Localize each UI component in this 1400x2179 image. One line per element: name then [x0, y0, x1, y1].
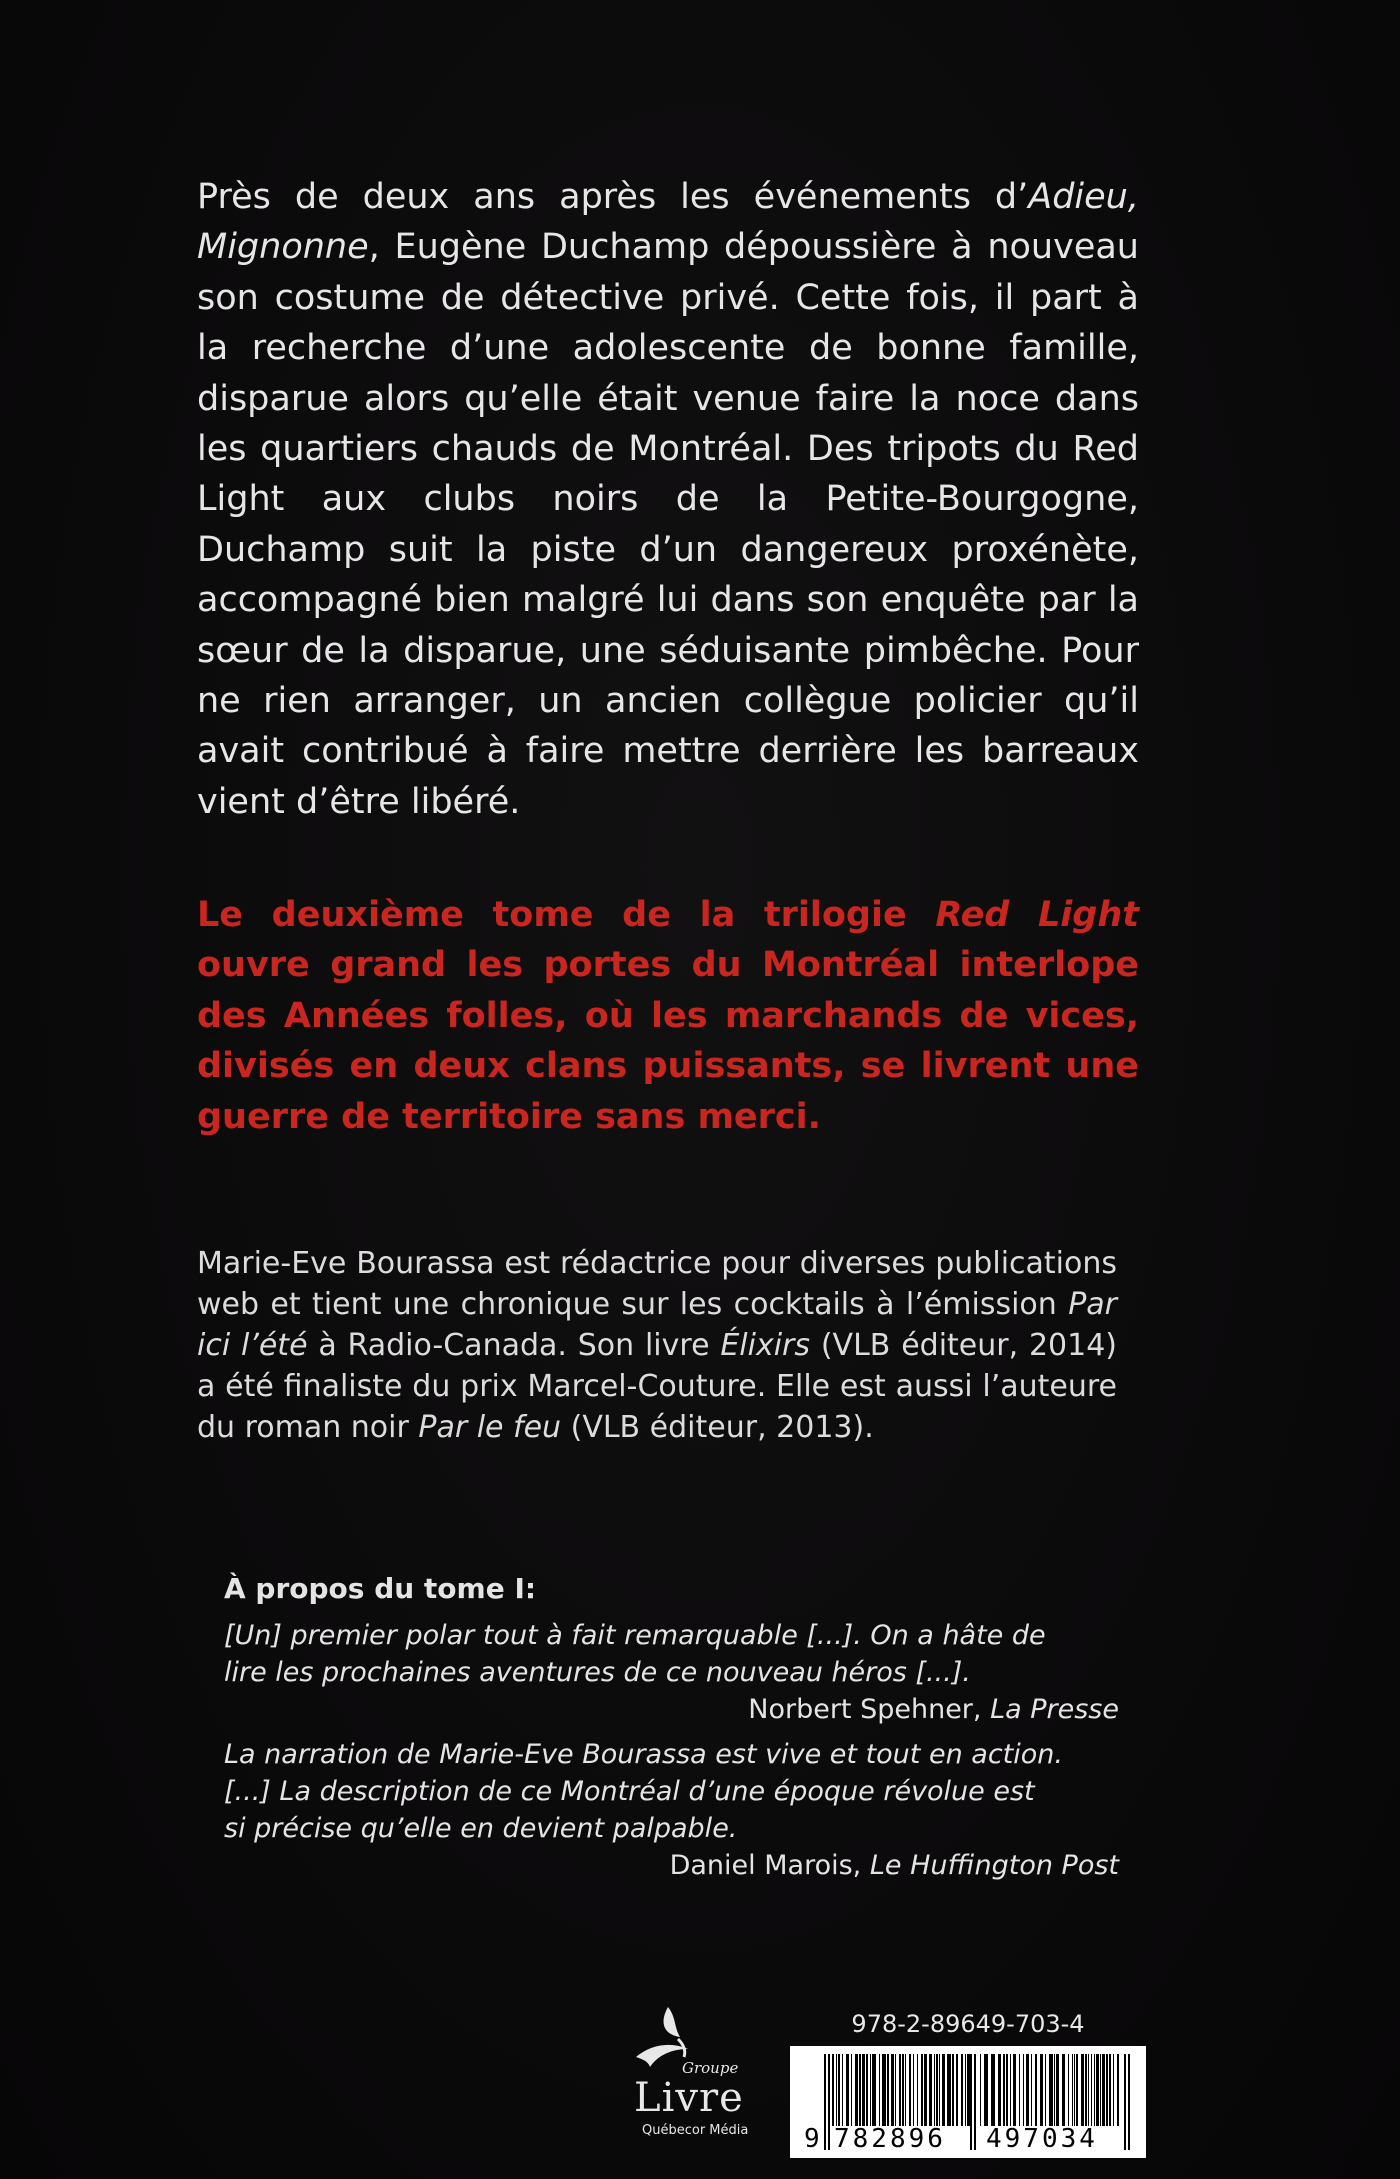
bio-text-3: (VLB éditeur, 2014) a été finaliste du prix Marcel-Couture. Elle est aussi l’auteure du roman noir	[197, 1328, 1117, 1445]
teaser-series-title: Red Light	[935, 895, 1140, 935]
barcode-bar	[891, 2054, 894, 2126]
barcode-bar	[984, 2054, 988, 2126]
barcode-bar	[947, 2054, 951, 2126]
barcode-bar	[902, 2054, 904, 2126]
review-quote-line: [...] La description de ce Montréal d’une époque révolue est	[224, 1776, 1035, 1807]
barcode-bar	[1068, 2054, 1069, 2126]
barcode-bar	[1006, 2054, 1008, 2126]
barcode-digits	[790, 2124, 1146, 2154]
barcode-bar	[855, 2054, 858, 2126]
barcode-bar	[1045, 2054, 1046, 2126]
barcode-bar	[1010, 2054, 1011, 2126]
barcode-bar	[899, 2054, 901, 2126]
barcode-bar	[836, 2054, 837, 2126]
isbn-number: 978-2-89649-703-4	[851, 2010, 1085, 2038]
barcode-bar	[846, 2054, 849, 2126]
isbn-block	[790, 2010, 1146, 2160]
barcode-bar	[1035, 2054, 1037, 2126]
barcode-bar	[870, 2054, 871, 2126]
barcode-bar	[851, 2054, 852, 2126]
review-quote-line: lire les prochaines aventures de ce nouveau héros [...].	[224, 1657, 971, 1688]
barcode-bar	[838, 2054, 840, 2126]
bio-book-par-le-feu: Par le feu	[418, 1410, 562, 1445]
barcode-bar	[1056, 2054, 1059, 2126]
barcode-bar	[1100, 2054, 1101, 2126]
barcode-bar	[936, 2054, 938, 2126]
publisher-logo	[598, 2005, 778, 2155]
barcode-bar	[952, 2054, 954, 2126]
barcode-bar	[1023, 2054, 1024, 2126]
barcode-bar	[929, 2054, 932, 2126]
barcode-bar	[1074, 2054, 1075, 2126]
barcode-bar	[1076, 2054, 1078, 2126]
barcode-digits-left: 782896	[834, 2124, 946, 2154]
teaser-text-start: Le deuxième tome de la trilogie	[197, 895, 936, 935]
barcode-bar	[924, 2054, 927, 2126]
review-author: Daniel Marois,	[669, 1850, 870, 1881]
bio-text-2: à Radio-Canada. Son livre	[307, 1328, 721, 1363]
synopsis-paragraph	[197, 172, 1139, 827]
barcode-bar	[998, 2054, 1001, 2126]
barcode-bar	[939, 2054, 940, 2126]
bio-text-1: Marie-Eve Bourassa est rédactrice pour diverses publications web et tient une chronique sur les cocktails à l’émission	[197, 1246, 1117, 1322]
barcode-bar	[1054, 2054, 1055, 2126]
barcode-bar	[842, 2054, 843, 2126]
review-quote	[224, 1736, 1119, 1847]
barcode-bar	[965, 2054, 966, 2126]
barcode-bar	[895, 2054, 896, 2126]
synopsis-book-title: Adieu, Mignonne	[197, 177, 1139, 268]
barcode-bar	[913, 2054, 914, 2126]
barcode-bar	[1106, 2054, 1108, 2126]
press-reviews	[224, 1570, 1119, 1892]
review-quote-line: La narration de Marie-Eve Bourassa est vive et tout en action.	[224, 1739, 1063, 1770]
barcode-bar	[1040, 2054, 1043, 2126]
barcode-bar	[1031, 2054, 1032, 2126]
barcode-bar	[1019, 2054, 1020, 2126]
barcode-bar	[1088, 2054, 1089, 2126]
synopsis-text-start: Près de deux ans après les événements d’	[197, 177, 1029, 217]
barcode-bar	[866, 2054, 868, 2126]
teaser-text-rest: ouvre grand les portes du Montréal interlope des Années folles, où les marchands de vices, divisés en deux clans puissants, se livrent une guerre de territoire sans merci.	[197, 945, 1139, 1137]
barcode-bar	[862, 2054, 865, 2126]
review-quote-line: [Un] premier polar tout à fait remarquable [...]. On a hâte de	[224, 1620, 1046, 1651]
barcode-bar	[1085, 2054, 1087, 2126]
barcode-bar	[1013, 2054, 1016, 2126]
review-quote-line: si précise qu’elle en devient palpable.	[224, 1813, 738, 1844]
barcode-bar	[1062, 2054, 1065, 2126]
barcode-bar	[882, 2054, 886, 2126]
barcode-digits-right: 497034	[986, 2124, 1098, 2154]
barcode-bar	[980, 2054, 981, 2126]
barcode-bar	[961, 2054, 963, 2126]
barcode-bar	[1003, 2054, 1005, 2126]
review-source	[224, 1847, 1119, 1884]
barcode-bar	[872, 2054, 876, 2126]
author-bio	[197, 1243, 1117, 1448]
barcode-bar	[942, 2054, 945, 2126]
logo-quebecor-text: Québecor Média	[642, 2123, 749, 2138]
barcode-bar	[956, 2054, 958, 2126]
barcode-bar	[1102, 2054, 1105, 2126]
synopsis-text-rest: , Eugène Duchamp dépoussière à nouveau son costume de détective privé. Cette fois, il part à la recherche d’une adolescente de bonne famille, disparue alors qu’elle était venue faire la noce dans les quartiers chauds de Montréal. Des tripots du Red Light aux clubs noirs de la Petite-Bourgogne, Duchamp suit la piste d’un dangereux proxénète, accompagné bien malgré lui dans son enquête par la sœur de la disparue, une séduisante pimbêche. Pour ne rien arranger, un ancien collègue policier qu’il avait contribué à faire mettre derrière les barreaux vient d’être libéré.	[197, 227, 1139, 822]
barcode-bar	[1091, 2054, 1092, 2126]
barcode-bar	[1109, 2054, 1111, 2126]
barcode-bar	[1094, 2054, 1095, 2126]
reviews-heading: À propos du tome I:	[224, 1572, 537, 1605]
barcode-bar	[1026, 2054, 1029, 2126]
barcode-bar	[1096, 2054, 1099, 2126]
barcode-bar	[1072, 2054, 1073, 2126]
barcode	[790, 2046, 1146, 2158]
review-quote	[224, 1617, 1119, 1691]
teaser-paragraph	[197, 890, 1139, 1142]
bio-book-elixirs: Élixirs	[720, 1328, 811, 1363]
barcode-digit-first: 9	[804, 2124, 820, 2154]
review-outlet: Le Huffington Post	[869, 1850, 1119, 1881]
barcode-bar	[905, 2054, 906, 2126]
review-author: Norbert Spehner,	[748, 1694, 991, 1725]
barcode-bar	[917, 2054, 918, 2126]
barcode-bar	[921, 2054, 923, 2126]
logo-livre-text: Livre	[634, 2075, 744, 2121]
barcode-bar	[887, 2054, 889, 2126]
logo-groupe-text: Groupe	[682, 2059, 739, 2077]
barcode-bar	[909, 2054, 911, 2126]
review-outlet: La Presse	[990, 1694, 1119, 1725]
barcode-bar	[1113, 2054, 1114, 2126]
barcode-bar	[1049, 2054, 1053, 2126]
barcode-bar	[1117, 2054, 1119, 2126]
barcode-bar	[991, 2054, 995, 2126]
barcode-bar	[967, 2054, 970, 2126]
bio-show-title: Par ici l’été	[197, 1287, 1117, 1363]
barcode-bar	[1081, 2054, 1084, 2126]
bio-text-4: (VLB éditeur, 2013).	[561, 1410, 874, 1445]
review-source	[224, 1691, 1119, 1728]
barcode-bar	[934, 2054, 935, 2126]
barcode-bar	[859, 2054, 861, 2126]
barcode-bar	[832, 2054, 834, 2126]
barcode-bar	[879, 2054, 880, 2126]
